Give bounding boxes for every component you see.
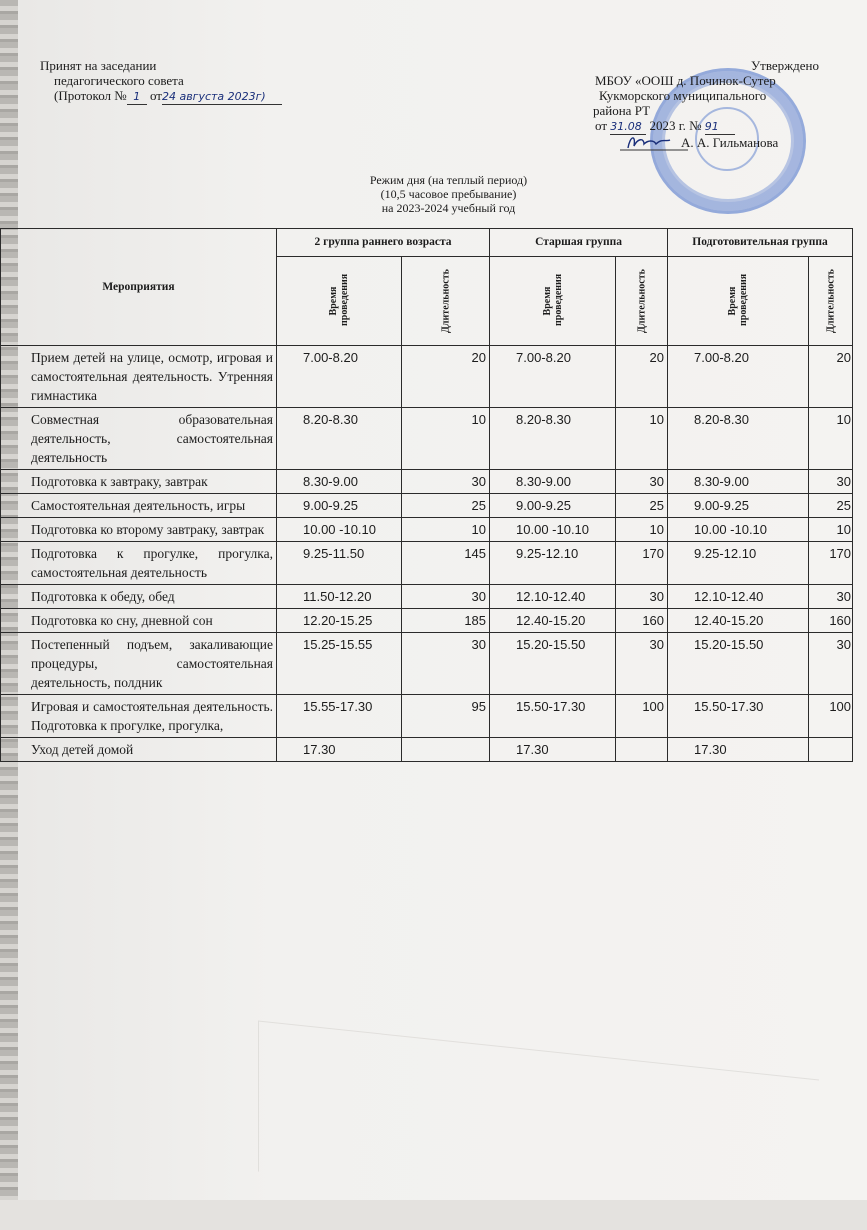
time-cell: 8.20-8.30 bbox=[668, 408, 809, 470]
time-cell: 10.00 -10.10 bbox=[668, 518, 809, 542]
duration-cell: 10 bbox=[616, 518, 668, 542]
time-cell: 17.30 bbox=[668, 738, 809, 762]
time-cell: 7.00-8.20 bbox=[277, 346, 402, 408]
subheader-time: Время проведения bbox=[668, 257, 809, 346]
duration-cell: 30 bbox=[616, 585, 668, 609]
duration-cell: 20 bbox=[616, 346, 668, 408]
time-cell: 9.25-12.10 bbox=[490, 542, 616, 585]
duration-cell bbox=[616, 738, 668, 762]
time-cell: 17.30 bbox=[490, 738, 616, 762]
org-line3: района РТ bbox=[593, 103, 651, 118]
duration-cell: 185 bbox=[402, 609, 490, 633]
duration-cell: 25 bbox=[402, 494, 490, 518]
time-cell: 12.40-15.20 bbox=[668, 609, 809, 633]
time-cell: 8.30-9.00 bbox=[668, 470, 809, 494]
duration-cell: 30 bbox=[402, 585, 490, 609]
schedule-table bbox=[0, 228, 853, 762]
subheader-time: Время проведения bbox=[277, 257, 402, 346]
table-row bbox=[1, 408, 853, 470]
subheader-duration: Длительность bbox=[402, 257, 490, 346]
duration-cell: 30 bbox=[616, 470, 668, 494]
time-cell: 9.00-9.25 bbox=[668, 494, 809, 518]
time-cell: 9.00-9.25 bbox=[277, 494, 402, 518]
table-row bbox=[1, 470, 853, 494]
activity-cell: Совместная образовательная деятельность, самостоятельная деятельность bbox=[1, 408, 277, 470]
duration-cell: 30 bbox=[809, 585, 853, 609]
activity-cell: Уход детей домой bbox=[1, 738, 277, 762]
table-row bbox=[1, 494, 853, 518]
activity-cell: Игровая и самостоятельная деятельность. Подготовка к прогулке, прогулка, bbox=[1, 695, 277, 738]
title-line2: (10,5 часовое пребывание) bbox=[380, 187, 517, 201]
order-year: 2023 г. № bbox=[649, 118, 702, 133]
duration-cell: 30 bbox=[616, 633, 668, 695]
group-header-senior: Старшая группа bbox=[490, 229, 668, 257]
time-cell: 12.40-15.20 bbox=[490, 609, 616, 633]
duration-cell: 170 bbox=[616, 542, 668, 585]
time-cell: 9.25-11.50 bbox=[277, 542, 402, 585]
duration-cell: 30 bbox=[402, 470, 490, 494]
time-cell: 12.10-12.40 bbox=[490, 585, 616, 609]
group-header-preparatory: Подготовительная группа bbox=[668, 229, 853, 257]
duration-cell: 10 bbox=[402, 408, 490, 470]
time-cell: 8.30-9.00 bbox=[277, 470, 402, 494]
protocol-number: 1 bbox=[127, 89, 147, 105]
duration-cell: 10 bbox=[809, 518, 853, 542]
table-row bbox=[1, 695, 853, 738]
acceptance-line1: Принят на заседании bbox=[40, 58, 157, 73]
time-cell: 8.30-9.00 bbox=[490, 470, 616, 494]
org-line2: Кукморского муниципального bbox=[599, 88, 767, 103]
protocol-line bbox=[40, 88, 282, 105]
time-cell: 15.20-15.50 bbox=[490, 633, 616, 695]
document-title bbox=[0, 173, 867, 215]
order-number: 91 bbox=[705, 119, 735, 135]
time-cell: 15.55-17.30 bbox=[277, 695, 402, 738]
duration-cell: 25 bbox=[616, 494, 668, 518]
signature bbox=[618, 130, 696, 156]
activity-cell: Подготовка к завтраку, завтрак bbox=[1, 470, 277, 494]
table-row bbox=[1, 609, 853, 633]
duration-cell bbox=[809, 738, 853, 762]
table-row bbox=[1, 633, 853, 695]
table-row bbox=[1, 518, 853, 542]
title-line1: Режим дня (на теплый период) bbox=[369, 173, 528, 187]
duration-cell: 30 bbox=[809, 633, 853, 695]
time-cell: 15.20-15.50 bbox=[668, 633, 809, 695]
table-row bbox=[1, 738, 853, 762]
duration-cell: 100 bbox=[809, 695, 853, 738]
duration-cell: 100 bbox=[616, 695, 668, 738]
group-header-early: 2 группа раннего возраста bbox=[277, 229, 490, 257]
time-cell: 12.20-15.25 bbox=[277, 609, 402, 633]
time-cell: 12.10-12.40 bbox=[668, 585, 809, 609]
subheader-duration: Длительность bbox=[809, 257, 853, 346]
protocol-prefix: (Протокол № bbox=[54, 88, 127, 103]
duration-cell: 25 bbox=[809, 494, 853, 518]
duration-cell: 145 bbox=[402, 542, 490, 585]
signer-name: А. А. Гильманова bbox=[681, 135, 779, 150]
duration-cell: 10 bbox=[402, 518, 490, 542]
time-cell: 9.00-9.25 bbox=[490, 494, 616, 518]
duration-cell: 20 bbox=[809, 346, 853, 408]
duration-cell: 20 bbox=[402, 346, 490, 408]
time-cell: 17.30 bbox=[277, 738, 402, 762]
acceptance-block bbox=[40, 58, 282, 105]
duration-cell: 170 bbox=[809, 542, 853, 585]
duration-cell: 10 bbox=[809, 408, 853, 470]
subheader-time: Время проведения bbox=[490, 257, 616, 346]
order-date: 31.08 bbox=[610, 119, 646, 135]
duration-cell bbox=[402, 738, 490, 762]
org-line1: МБОУ «ООШ д. Починок-Сутер bbox=[595, 73, 776, 88]
activity-cell: Постепенный подъем, закаливающие процедуры, самостоятельная деятельность, полдник bbox=[1, 633, 277, 695]
activity-cell: Прием детей на улице, осмотр, игровая и самостоятельная деятельность. Утренняя гимнастика bbox=[1, 346, 277, 408]
activity-header: Мероприятия bbox=[1, 229, 277, 346]
time-cell: 9.25-12.10 bbox=[668, 542, 809, 585]
order-prefix: от bbox=[595, 118, 608, 133]
table-row bbox=[1, 585, 853, 609]
activity-cell: Подготовка ко сну, дневной сон bbox=[1, 609, 277, 633]
activity-cell: Подготовка к прогулке, прогулка, самостоятельная деятельность bbox=[1, 542, 277, 585]
activity-cell: Подготовка к обеду, обед bbox=[1, 585, 277, 609]
time-cell: 15.50-17.30 bbox=[490, 695, 616, 738]
time-cell: 11.50-12.20 bbox=[277, 585, 402, 609]
time-cell: 8.20-8.30 bbox=[277, 408, 402, 470]
protocol-date: 24 августа 2023г) bbox=[162, 89, 282, 105]
time-cell: 10.00 -10.10 bbox=[277, 518, 402, 542]
duration-cell: 95 bbox=[402, 695, 490, 738]
protocol-from: от bbox=[149, 88, 162, 103]
time-cell: 8.20-8.30 bbox=[490, 408, 616, 470]
duration-cell: 30 bbox=[402, 633, 490, 695]
approved-label: Утверждено bbox=[750, 58, 819, 73]
subheader-duration: Длительность bbox=[616, 257, 668, 346]
duration-cell: 160 bbox=[809, 609, 853, 633]
time-cell: 10.00 -10.10 bbox=[490, 518, 616, 542]
time-cell: 7.00-8.20 bbox=[668, 346, 809, 408]
table-row bbox=[1, 542, 853, 585]
duration-cell: 30 bbox=[809, 470, 853, 494]
time-cell: 15.25-15.55 bbox=[277, 633, 402, 695]
title-line3: на 2023-2024 учебный год bbox=[381, 201, 516, 215]
duration-cell: 10 bbox=[616, 408, 668, 470]
time-cell: 15.50-17.30 bbox=[668, 695, 809, 738]
table-row bbox=[1, 346, 853, 408]
duration-cell: 160 bbox=[616, 609, 668, 633]
activity-cell: Самостоятельная деятельность, игры bbox=[1, 494, 277, 518]
acceptance-line2: педагогического совета bbox=[54, 73, 184, 88]
activity-cell: Подготовка ко второму завтраку, завтрак bbox=[1, 518, 277, 542]
time-cell: 7.00-8.20 bbox=[490, 346, 616, 408]
